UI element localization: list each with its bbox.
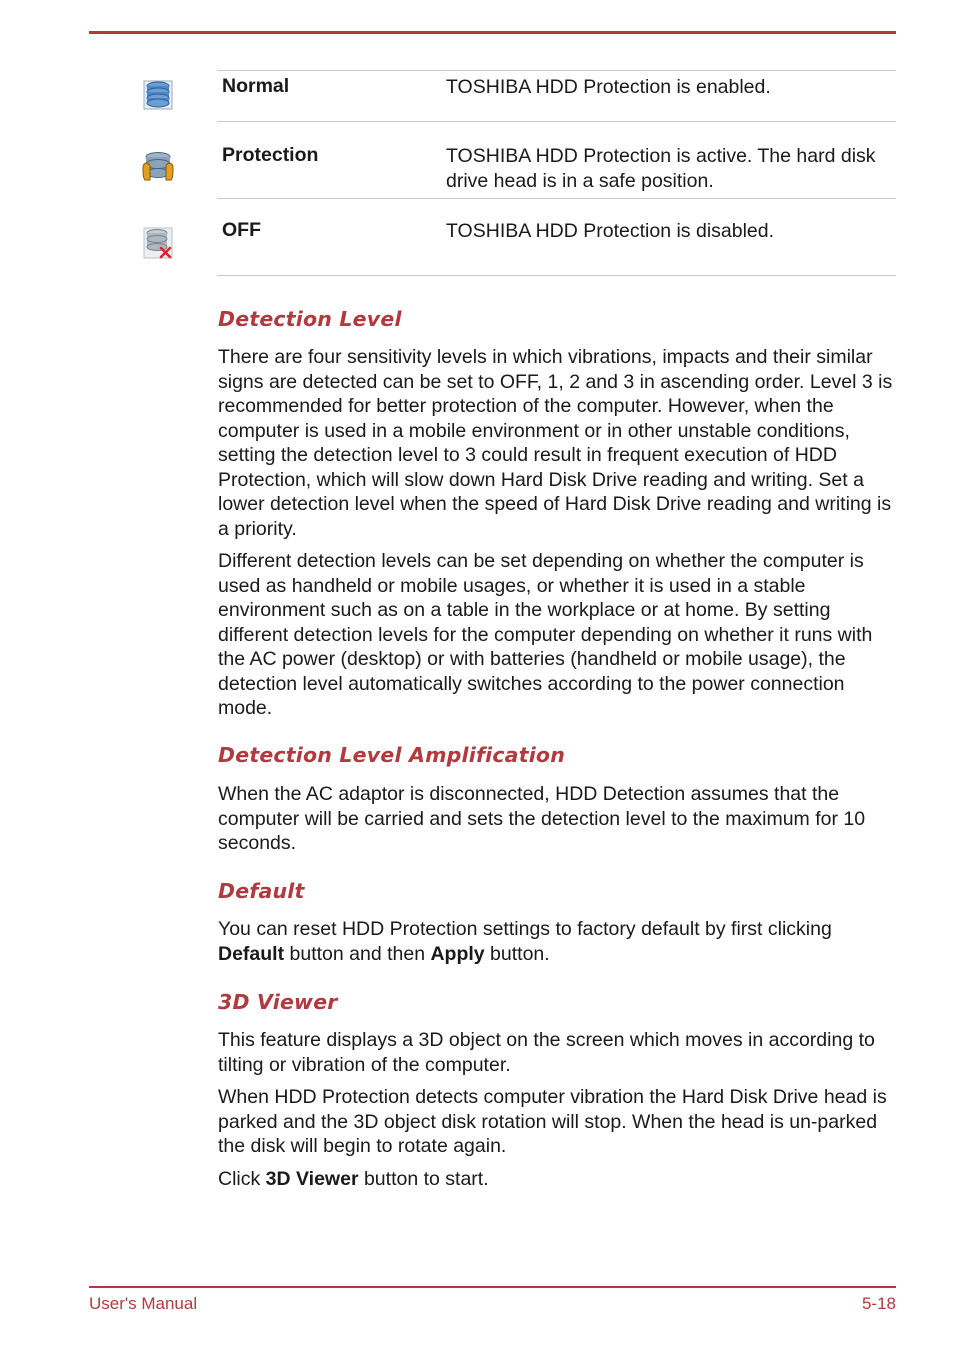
paragraph	[218, 1167, 898, 1192]
status-description: TOSHIBA HDD Protection is enabled.	[446, 76, 771, 98]
paragraph-text: Different detection levels can be set depending on whether the computer is used as handheld or mobile usages, or whether it is used in a stable environment such as on a table in the workplace or at home. By setting different detection levels for the computer depending on whether it runs with the AC power (desktop) or with batteries (handheld or mobile usage), the detection level automatically switches according to the power connection mode.	[218, 550, 873, 719]
text-run: button and then	[284, 942, 431, 965]
status-name: Normal	[222, 75, 290, 97]
paragraph-text: This feature displays a 3D object on the screen which moves in according to tilting or vibration of the computer.	[218, 1029, 875, 1076]
section-heading: Detection Level Amplification	[218, 743, 566, 767]
status-row-off	[217, 198, 896, 276]
bold-text: 3D Viewer	[265, 1168, 359, 1190]
header-rule	[89, 31, 896, 34]
paragraph	[218, 345, 898, 541]
footer-title: User's Manual	[89, 1294, 198, 1313]
page-number: 5-18	[861, 1294, 896, 1313]
paragraph	[218, 782, 898, 856]
hdd-off-icon	[140, 224, 176, 260]
paragraph	[218, 1028, 898, 1077]
text-run: button.	[484, 942, 550, 965]
section-default	[218, 879, 898, 903]
section-amplification	[218, 743, 898, 767]
status-name: OFF	[222, 219, 261, 241]
paragraph	[218, 917, 898, 966]
section-heading: 3D Viewer	[218, 990, 338, 1014]
section-heading: Default	[218, 879, 305, 903]
status-name: Protection	[222, 144, 319, 166]
paragraph	[218, 549, 898, 721]
bold-text: Apply	[430, 942, 485, 965]
status-row-protection	[217, 121, 896, 199]
footer-rule	[89, 1286, 896, 1288]
section-heading: Detection Level	[218, 307, 402, 331]
paragraph-text	[218, 1167, 898, 1192]
paragraph-text: When HDD Protection detects computer vibration the Hard Disk Drive head is parked and the 3D object disk rotation will stop. When the head is un-parked the disk will begin to rotate again.	[218, 1086, 887, 1157]
hdd-normal-icon	[140, 76, 176, 112]
text-run: You can reset HDD Protection settings to factory default by first clicking	[218, 918, 832, 940]
hdd-protection-icon	[140, 148, 176, 184]
section-3d-viewer	[218, 990, 898, 1014]
section-detection-level	[218, 307, 898, 331]
bold-text: Default	[218, 942, 285, 965]
text-run: Click	[218, 1168, 266, 1190]
paragraph-text: There are four sensitivity levels in which vibrations, impacts and their similar signs are detected can be set to OFF, 1, 2 and 3 in ascending order. Level 3 is recommended for better protection of the computer. However, when the computer is used in a mobile environment or in other unstable conditions, setting the detection level to 3 could result in frequent execution of HDD Protection, which will slow down Hard Disk Drive reading and writing. Set a lower detection level when the speed of Hard Disk Drive reading and writing is a priority.	[218, 346, 893, 540]
paragraph-text	[218, 917, 898, 966]
paragraph-text: When the AC adaptor is disconnected, HDD Detection assumes that the computer will be carried and sets the detection level to the maximum for 10 seconds.	[218, 783, 866, 854]
status-description: TOSHIBA HDD Protection is disabled.	[446, 220, 775, 242]
status-row-normal	[217, 70, 896, 122]
status-description: TOSHIBA HDD Protection is active. The hard disk drive head is in a safe position.	[446, 145, 876, 192]
text-run: button to start.	[358, 1168, 489, 1190]
paragraph	[218, 1085, 898, 1159]
